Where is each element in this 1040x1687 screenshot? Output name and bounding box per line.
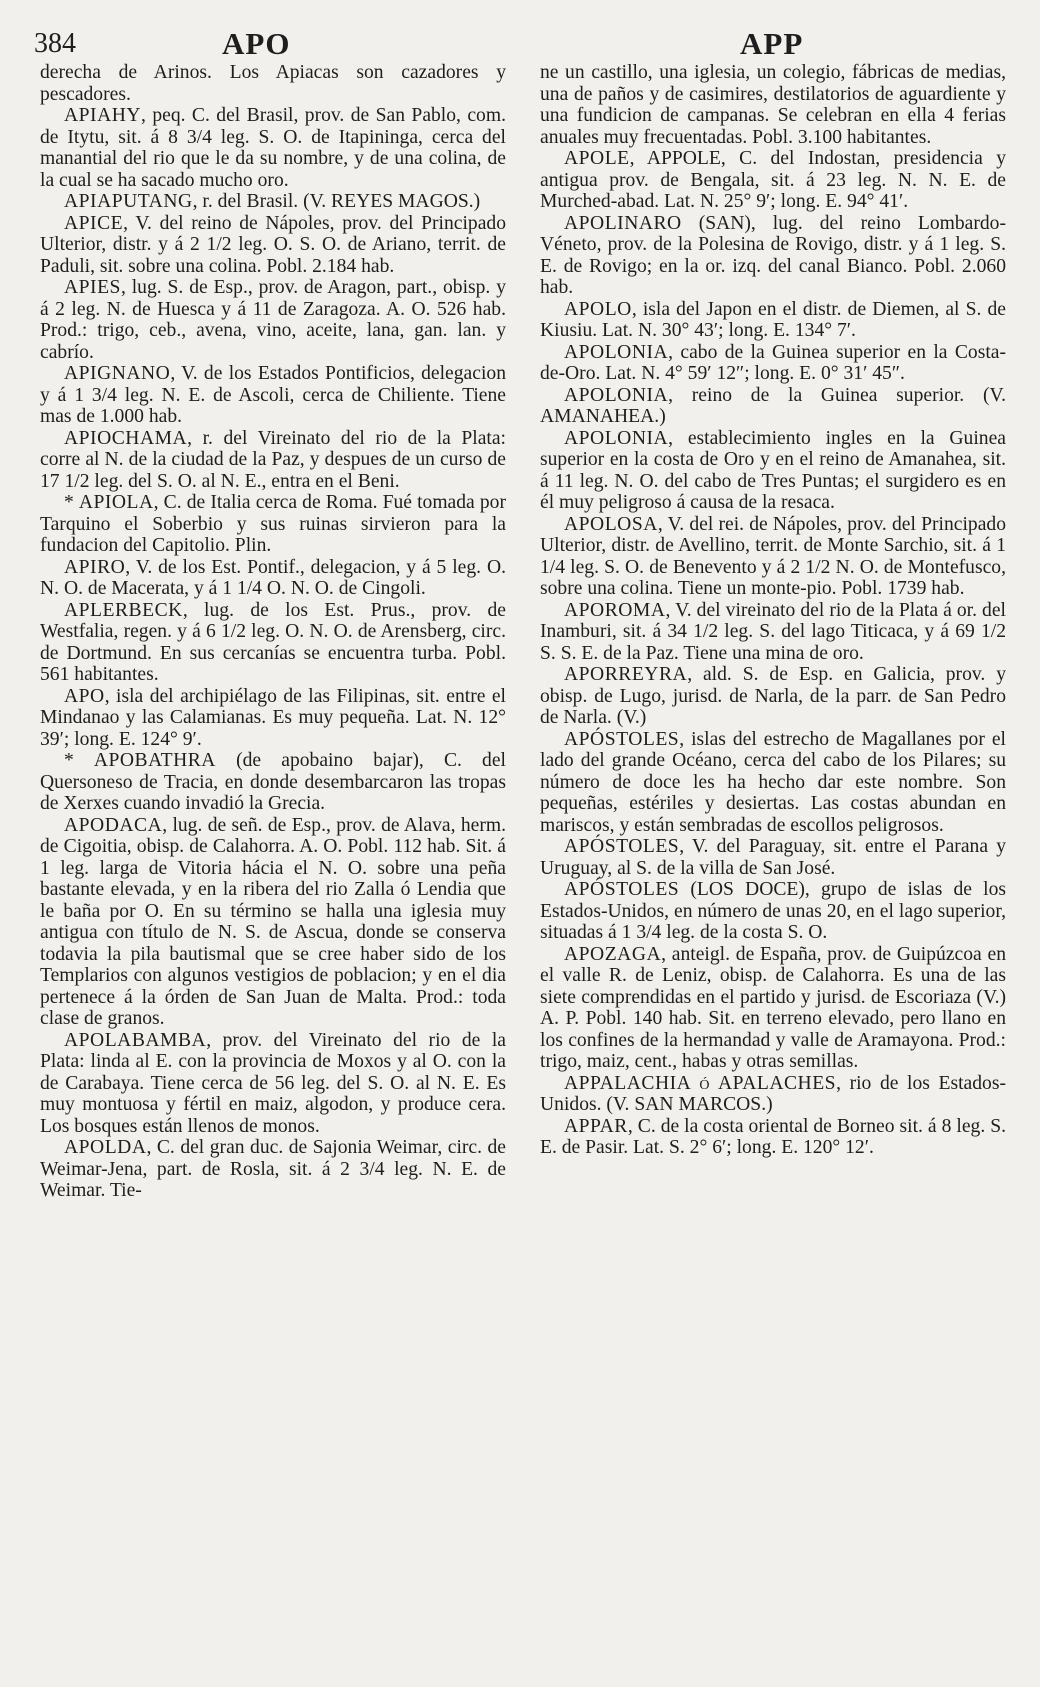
entry-headword: APPALACHIA ó APALACHES (564, 1072, 837, 1094)
entry-headword: APOLO (564, 298, 632, 320)
dictionary-entry (540, 428, 1006, 514)
dictionary-entry (540, 148, 1006, 213)
entry-text: , V. de los Estados Pontificios, delegacion y á 1 3/4 leg. N. E. de Ascoli, cerca de Chiliente. Tiene mas de 1.000 hab. (40, 363, 506, 427)
dictionary-entry (540, 836, 1006, 879)
entry-headword: APIAPUTANG (64, 191, 193, 212)
entry-headword: APOROMA (564, 599, 666, 621)
entry-headword: APPAR (564, 1115, 628, 1137)
entry-text: , prov. del Vireinato del rio de la Plata: linda al E. con la provincia de Moxos y al O. con la de Carabaya. Tiene cerca de 56 leg. del S. O. al N. E. Es muy montuosa y fértil en maiz, algodon, y produce cera. Los bosques están llenos de monos. (40, 1029, 506, 1137)
entry-headword: APODACA (64, 814, 163, 836)
entry-headword: APOLOSA (564, 513, 658, 535)
entry-text: (de apobaino bajar), C. del Quersoneso de Tracia, en donde desembarcaron las tropas de Xerxes cuando invadió la Grecia. (40, 750, 506, 814)
running-head-right: APP (740, 26, 804, 61)
dictionary-entry (40, 105, 506, 191)
dictionary-entry (40, 191, 506, 213)
entry-headword: * APOBATHRA (64, 750, 216, 771)
dictionary-entry (540, 664, 1006, 729)
entry-headword: APOLONIA (564, 341, 669, 363)
dictionary-entry (40, 363, 506, 428)
entry-text: , cabo de la Guinea superior en la Costa-de-Oro. Lat. N. 4° 59′ 12″; long. E. 0° 31′ 45″. (540, 341, 1006, 384)
entry-text: , ald. S. de Esp. en Galicia, prov. y obisp. de Lugo, jurisd. de Narla, de la parr. de San Pedro de Narla. (V.) (540, 664, 1006, 728)
dictionary-entry (540, 62, 1006, 148)
entry-text: (LOS DOCE), grupo de islas de los Estados-Unidos, en número de unas 20, en el lago superior, situadas á 1 3/4 leg. de la costa S. O. (540, 879, 1006, 943)
entry-headword: APIRO (64, 556, 126, 578)
entry-headword: APIOCHAMA (64, 427, 188, 449)
entry-headword: APOZAGA (564, 943, 662, 965)
entry-text: , islas del estrecho de Magallanes por el lado del grande Océano, cerca del cabo de los Pilares; su número de doce les ha hecho dar este nombre. Son pequeñas, estériles y desiertas. Las costas abundan en mariscos, y están sembradas de escollos peligrosos. (540, 728, 1006, 836)
entry-text: , V. del rei. de Nápoles, prov. del Principado Ulterior, distr. de Avellino, territ. de Monte Sarchio, sit. á 1 1/4 leg. S. O. de Benevento y á 2 1/2 N. O. de Montefusco, sobre una colina. Tiene un monte-pio. Pobl. 1739 hab. (540, 513, 1006, 599)
dictionary-entry (40, 492, 506, 557)
dictionary-entry (40, 277, 506, 363)
entry-text: , V. del vireinato del rio de la Plata á or. del Inamburi, sit. á 34 1/2 leg. S. del lago Titicaca, y á 69 1/2 S. S. E. de la Paz. Tiene una mina de oro. (540, 599, 1006, 664)
dictionary-entry (40, 213, 506, 278)
dictionary-entry (540, 1073, 1006, 1116)
dictionary-entry (540, 299, 1006, 342)
entry-text: (SAN), lug. del reino Lombardo-Véneto, prov. de la Polesina de Rovigo, distr. y á 1 leg. S. E. de Rovigo; en la or. izq. del canal Bianco. Pobl. 2.060 hab. (540, 212, 1006, 298)
entry-text: , isla del Japon en el distr. de Diemen, al S. de Kiusiu. Lat. N. 30° 43′; long. E. 134° 7′. (540, 298, 1006, 341)
dictionary-entry (540, 600, 1006, 665)
entry-text: , lug. de señ. de Esp., prov. de Alava, herm. de Cigoitia, obisp. de Calahorra. A. O. Pobl. 112 hab. Sit. á 1 leg. larga de Vitoria hácia el N. O. sobre una peña bastante elevada, y en la ribera del rio Zalla ó Lendia que le baña por O. En su término se halla una iglesia muy antigua con título de N. S. de Ascua, donde se conserva todavia la pila bautismal que se cree haber sido de los Templarios con algunos vestigios de poblacion; y en el dia pertenece á la órden de San Juan de Malta. Prod.: toda clase de granos. (40, 814, 506, 1029)
dictionary-entry (40, 750, 506, 815)
entry-text: , rio de los Estados-Unidos. (V. SAN MARCOS.) (540, 1072, 1006, 1115)
dictionary-entry (540, 213, 1006, 299)
entry-headword: * APIOLA (64, 492, 154, 513)
dictionary-entry (40, 686, 506, 751)
entry-text: , lug. de los Est. Prus., prov. de Westfalia, regen. y á 6 1/2 leg. O. N. O. de Arensberg, circ. de Dortmund. En sus cercanías se encuentra turba. Pobl. 561 habitantes. (40, 599, 506, 685)
dictionary-entry (540, 514, 1006, 600)
entry-text: , V. del Paraguay, sit. entre el Parana y Uruguay, al S. de la villa de San José. (540, 836, 1006, 879)
entry-text: , C. de Italia cerca de Roma. Fué tomada por Tarquino el Soberbio y sus ruinas sirvieron para la fundacion del Capitolio. Plin. (40, 492, 506, 556)
entry-text: , V. de los Est. Pontif., delegacion, y á 5 leg. O. N. O. de Macerata, y á 1 1/4 O. N. O. de Cingoli. (40, 556, 506, 599)
entry-headword: APÓSTOLES (564, 728, 680, 750)
entry-headword: APÓSTOLES (564, 836, 680, 857)
dictionary-entry (40, 1030, 506, 1138)
entry-text: , V. del reino de Nápoles, prov. del Principado Ulterior, distr. y á 2 1/2 leg. O. S. O. de Ariano, territ. de Paduli, sit. sobre una colina. Pobl. 2.184 hab. (40, 212, 506, 277)
dictionary-entry (540, 342, 1006, 385)
entry-text: , lug. S. de Esp., prov. de Aragon, part., obisp. y á 2 leg. N. de Huesca y á 11 de Zaragoza. A. O. 526 hab. Prod.: trigo, ceb., avena, vino, aceite, lana, gan. lan. y cabrío. (40, 277, 506, 363)
entry-headword: APORREYRA (564, 664, 688, 685)
entry-headword: APO (64, 685, 105, 707)
entry-text: , establecimiento ingles en la Guinea superior en la costa de Oro y en el reino de Amanahea, sit. á 11 leg. N. O. del cabo de Tres Puntas; el surgidero es en él muy peligroso á causa de la resaca. (540, 427, 1006, 513)
entry-text: , r. del Vireinato del rio de la Plata: corre al N. de la ciudad de la Paz, y despues de un curso de 17 1/2 leg. del S. O. al N. E., entra en el Beni. (40, 427, 506, 492)
entry-text: , peq. C. del Brasil, prov. de San Pablo, com. de Itytu, sit. á 8 3/4 leg. S. O. de Itapininga, cerca del manantial del rio que le da su nombre, y de una colina, de la cual se ha sacado mucho oro. (40, 105, 506, 191)
entry-headword: APOLINARO (564, 212, 682, 234)
dictionary-entry (540, 879, 1006, 944)
dictionary-entry (40, 815, 506, 1030)
entry-text: , reino de la Guinea superior. (V. AMANAHEA.) (540, 384, 1006, 427)
entry-headword: APOLE (564, 148, 630, 169)
running-head-left: APO (222, 26, 291, 61)
entry-headword: APÓSTOLES (564, 879, 680, 900)
entry-text: , isla del archipiélago de las Filipinas, sit. entre el Mindanao y las Calamianas. Es muy pequeña. Lat. N. 12° 39′; long. E. 124° 9′. (40, 685, 506, 750)
entry-headword: APOLDA (64, 1137, 147, 1158)
dictionary-entry (40, 600, 506, 686)
dictionary-entry (40, 1137, 506, 1202)
entry-headword: APOLABAMBA (64, 1029, 207, 1051)
dictionary-entry (40, 62, 506, 105)
dictionary-entry (540, 1116, 1006, 1159)
entry-text: , anteigl. de España, prov. de Guipúzcoa en el valle R. de Leniz, obisp. de Calahorra. Es una de las siete comprendidas en el partido y jurisd. de Escoriaza (V.) A. P. Pobl. 140 hab. Sit. en terreno elevado, pero llano en los confines de la hermandad y valle de Aramayona. Prod.: trigo, maiz, cent., habas y otras semillas. (540, 943, 1006, 1072)
entry-text: derecha de Arinos. Los Apiacas son cazadores y pescadores. (40, 62, 506, 105)
entry-headword: APOLONIA (564, 384, 669, 406)
dictionary-entry (540, 385, 1006, 428)
entry-headword: APIES (64, 277, 121, 298)
dictionary-entry (540, 944, 1006, 1073)
entry-headword: APIGNANO (64, 363, 171, 384)
right-column (540, 62, 1006, 1159)
entry-headword: APLERBECK (64, 599, 183, 621)
dictionary-entry (40, 557, 506, 600)
entry-text: , C. de la costa oriental de Borneo sit. á 8 leg. S. E. de Pasir. Lat. S. 2° 6′; long. E. 120° 12′. (540, 1115, 1006, 1158)
entry-text: , C. del gran duc. de Sajonia Weimar, circ. de Weimar-Jena, part. de Rosla, sit. á 2 3/4 leg. N. E. de Weimar. Tie- (40, 1137, 506, 1201)
page-number: 384 (34, 28, 76, 59)
dictionary-entry (40, 428, 506, 493)
entry-headword: APIAHY (64, 105, 142, 126)
entry-text: , APPOLE, C. del Indostan, presidencia y antigua prov. de Bengala, sit. á 23 leg. N. N. E. de Murched-abad. Lat. N. 25° 9′; long. E. 94° 41′. (540, 148, 1006, 212)
entry-headword: APICE (64, 212, 124, 234)
entry-text: , r. del Brasil. (V. REYES MAGOS.) (192, 191, 481, 212)
left-column (40, 62, 506, 1202)
dictionary-entry (540, 729, 1006, 837)
entry-text: ne un castillo, una iglesia, un colegio, fábricas de medias, una de paños y de casimires, destilatorios de aguardiente y una fundicion de campanas. Se celebran en ella 4 ferias anuales muy frecuentadas. Pobl. 3.100 habitantes. (540, 62, 1006, 148)
entry-headword: APOLONIA (564, 427, 669, 449)
